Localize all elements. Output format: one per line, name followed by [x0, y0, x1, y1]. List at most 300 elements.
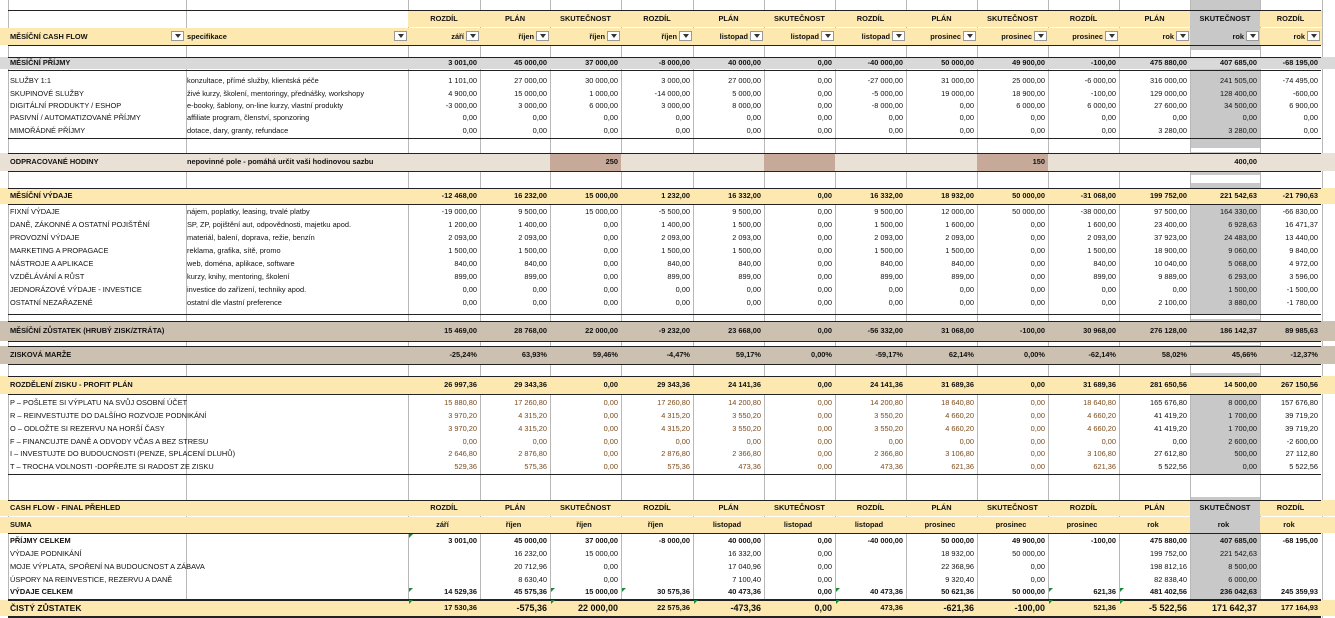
value-cell[interactable]: 6 000,00 [1016, 101, 1045, 111]
value-cell[interactable]: 475 880,00 [1150, 58, 1187, 68]
value-cell[interactable]: 0,00 [817, 233, 832, 243]
value-cell[interactable]: 165 676,80 [1150, 398, 1187, 408]
value-cell[interactable]: 22 000,00 [585, 326, 618, 336]
value-cell[interactable]: 0,00 [817, 58, 832, 68]
value-cell[interactable]: 17 530,36 [444, 603, 477, 613]
value-cell[interactable]: 1 101,00 [448, 76, 477, 86]
value-cell[interactable]: 0,00 [1242, 462, 1257, 472]
dropdown-arrow-icon[interactable] [750, 31, 763, 41]
value-cell[interactable]: 1 200,00 [448, 220, 477, 230]
value-cell[interactable]: 1 500,00 [732, 246, 761, 256]
value-cell[interactable]: 4 315,20 [518, 423, 547, 433]
value-cell[interactable]: 18 900,00 [1154, 246, 1187, 256]
value-cell[interactable]: 1 600,00 [1087, 220, 1116, 230]
value-cell[interactable]: 28 768,00 [514, 326, 547, 336]
dropdown-arrow-icon[interactable] [892, 31, 905, 41]
value-cell[interactable]: 267 150,56 [1281, 380, 1318, 390]
dropdown-arrow-icon[interactable] [963, 31, 976, 41]
value-cell[interactable]: 4 972,00 [1289, 259, 1318, 269]
value-cell[interactable]: 241 505,00 [1220, 76, 1257, 86]
value-cell[interactable]: 0,00 [817, 191, 832, 201]
value-cell[interactable]: 89 985,63 [1285, 326, 1318, 336]
value-cell[interactable]: 16 232,00 [514, 549, 547, 559]
value-cell[interactable]: 0,00 [959, 298, 974, 308]
value-cell[interactable]: 50 000,00 [941, 536, 974, 546]
value-cell[interactable]: 0,00 [959, 436, 974, 446]
value-cell[interactable]: 0,00 [817, 462, 832, 472]
value-cell[interactable]: 276 128,00 [1150, 326, 1187, 336]
value-cell[interactable]: 199 752,00 [1150, 549, 1187, 559]
value-cell[interactable]: -100,00 [1090, 88, 1116, 98]
value-cell[interactable]: 0,00 [603, 380, 618, 390]
value-cell[interactable]: 575,36 [667, 462, 690, 472]
value-cell[interactable]: 45,66% [1231, 350, 1257, 360]
header-month-filter[interactable] [835, 28, 906, 45]
value-cell[interactable]: 0,00 [1030, 285, 1045, 295]
value-cell[interactable]: 899,00 [738, 272, 761, 282]
value-cell[interactable]: 129 000,00 [1150, 88, 1187, 98]
value-cell[interactable]: 2 876,80 [518, 449, 547, 459]
value-cell[interactable]: 2 876,80 [661, 449, 690, 459]
value-cell[interactable]: 3 000,00 [518, 101, 547, 111]
value-cell[interactable]: 16 332,00 [728, 191, 761, 201]
value-cell[interactable]: 0,00 [888, 285, 903, 295]
value-cell[interactable]: -600,00 [1292, 88, 1318, 98]
value-cell[interactable]: 1 500,00 [1228, 285, 1257, 295]
value-cell[interactable]: 9 889,00 [1158, 272, 1187, 282]
value-cell[interactable]: 15 880,80 [444, 398, 477, 408]
value-cell[interactable]: 221 542,63 [1220, 191, 1257, 201]
value-cell[interactable]: 0,00 [817, 125, 832, 135]
value-cell[interactable]: 0,00 [1303, 113, 1318, 123]
value-cell[interactable]: -575,36 [516, 602, 547, 613]
value-cell[interactable]: 840,00 [1093, 259, 1116, 269]
header-month-filter[interactable] [1048, 28, 1119, 45]
value-cell[interactable]: 0,00 [746, 125, 761, 135]
value-cell[interactable]: -1 780,00 [1286, 298, 1318, 308]
value-cell[interactable]: 5 522,56 [1158, 462, 1187, 472]
value-cell[interactable]: 186 142,37 [1220, 326, 1257, 336]
value-cell[interactable]: 16 332,00 [728, 549, 761, 559]
value-cell[interactable]: 19 000,00 [941, 88, 974, 98]
value-cell[interactable]: 0,00% [811, 350, 832, 360]
value-cell[interactable]: -66 830,00 [1282, 207, 1318, 217]
value-cell[interactable]: 128 400,00 [1220, 88, 1257, 98]
header-month-filter[interactable] [764, 28, 835, 45]
value-cell[interactable]: 407 685,00 [1220, 536, 1257, 546]
value-cell[interactable]: 97 500,00 [1154, 207, 1187, 217]
value-cell[interactable]: 899,00 [524, 272, 547, 282]
value-cell[interactable]: 5 000,00 [732, 88, 761, 98]
value-cell[interactable]: 0,00 [675, 125, 690, 135]
value-cell[interactable]: 4 660,20 [1087, 423, 1116, 433]
value-cell[interactable]: 12 000,00 [941, 207, 974, 217]
value-cell[interactable]: 2 093,00 [1087, 233, 1116, 243]
value-cell[interactable]: -100,00 [1090, 58, 1116, 68]
value-cell[interactable]: 17 260,80 [657, 398, 690, 408]
value-cell[interactable]: 0,00 [817, 272, 832, 282]
value-cell[interactable]: 27 000,00 [728, 76, 761, 86]
value-cell[interactable]: 2 646,80 [448, 449, 477, 459]
value-cell[interactable]: 0,00 [1030, 462, 1045, 472]
value-cell[interactable]: 0,00 [746, 285, 761, 295]
value-cell[interactable]: 40 473,36 [728, 587, 761, 597]
value-cell[interactable]: 3 970,20 [448, 411, 477, 421]
value-cell[interactable]: 31 068,00 [941, 326, 974, 336]
value-cell[interactable]: -9 232,00 [658, 326, 690, 336]
value-cell[interactable]: 171 642,37 [1211, 602, 1257, 613]
value-cell[interactable]: 24 141,36 [728, 380, 761, 390]
value-cell[interactable]: 45 000,00 [514, 536, 547, 546]
value-cell[interactable]: -473,36 [730, 602, 761, 613]
value-cell[interactable]: 24 141,36 [870, 380, 903, 390]
value-cell[interactable]: 6 293,00 [1228, 272, 1257, 282]
value-cell[interactable]: 0,00 [888, 125, 903, 135]
value-cell[interactable]: 0,00 [1030, 449, 1045, 459]
value-cell[interactable]: 15 000,00 [514, 88, 547, 98]
value-cell[interactable]: 15 469,00 [444, 326, 477, 336]
value-cell[interactable]: 2 093,00 [732, 233, 761, 243]
value-cell[interactable]: -19 000,00 [441, 207, 477, 217]
value-cell[interactable]: 30 968,00 [1083, 326, 1116, 336]
value-cell[interactable]: 0,00 [462, 285, 477, 295]
value-cell[interactable]: 150 [1032, 157, 1045, 167]
value-cell[interactable]: -100,00 [1014, 602, 1045, 613]
value-cell[interactable]: 473,36 [880, 603, 903, 613]
value-cell[interactable]: 0,00 [1030, 423, 1045, 433]
header-month-filter[interactable] [693, 28, 764, 45]
value-cell[interactable]: 0,00 [603, 272, 618, 282]
value-cell[interactable]: 50 621,36 [941, 587, 974, 597]
value-cell[interactable]: 281 650,56 [1150, 380, 1187, 390]
column-title-filter[interactable]: MĚSÍČNÍ CASH FLOW [8, 28, 186, 45]
value-cell[interactable]: 2 093,00 [661, 233, 690, 243]
value-cell[interactable]: 0,00 [817, 76, 832, 86]
value-cell[interactable]: -25,24% [449, 350, 477, 360]
dropdown-arrow-icon[interactable] [536, 31, 549, 41]
value-cell[interactable]: 899,00 [951, 272, 974, 282]
value-cell[interactable]: -8 000,00 [658, 58, 690, 68]
input-shaded-cell[interactable] [764, 153, 835, 171]
value-cell[interactable]: 899,00 [667, 272, 690, 282]
value-cell[interactable]: -59,17% [875, 350, 903, 360]
value-cell[interactable]: 621,36 [1093, 587, 1116, 597]
value-cell[interactable]: 0,00 [817, 88, 832, 98]
value-cell[interactable]: 164 330,00 [1220, 207, 1257, 217]
value-cell[interactable]: 0,00 [603, 398, 618, 408]
value-cell[interactable]: 25 000,00 [1012, 76, 1045, 86]
value-cell[interactable]: 0,00 [462, 125, 477, 135]
value-cell[interactable]: 0,00 [603, 246, 618, 256]
value-cell[interactable]: -27 000,00 [867, 76, 903, 86]
value-cell[interactable]: 2 100,00 [1158, 298, 1187, 308]
value-cell[interactable]: 0,00 [1101, 285, 1116, 295]
value-cell[interactable]: 15 000,00 [585, 191, 618, 201]
value-cell[interactable]: 22 000,00 [577, 602, 618, 613]
value-cell[interactable]: -100,00 [1019, 326, 1045, 336]
value-cell[interactable]: 316 000,00 [1150, 76, 1187, 86]
value-cell[interactable]: 18 640,80 [941, 398, 974, 408]
value-cell[interactable]: 0,00 [746, 298, 761, 308]
value-cell[interactable]: 18 932,00 [941, 191, 974, 201]
value-cell[interactable]: -68 195,00 [1282, 58, 1318, 68]
value-cell[interactable]: 29 343,36 [657, 380, 690, 390]
value-cell[interactable]: 3 280,00 [1158, 125, 1187, 135]
value-cell[interactable]: -4,47% [666, 350, 690, 360]
value-cell[interactable]: 9 320,40 [945, 574, 974, 584]
value-cell[interactable]: 3 550,20 [732, 423, 761, 433]
value-cell[interactable]: 0,00 [1172, 113, 1187, 123]
value-cell[interactable]: 3 970,20 [448, 423, 477, 433]
value-cell[interactable]: 0,00 [1172, 285, 1187, 295]
value-cell[interactable]: 0,00 [532, 285, 547, 295]
value-cell[interactable]: -1 500,00 [1286, 285, 1318, 295]
value-cell[interactable]: 0,00 [817, 113, 832, 123]
value-cell[interactable]: 473,36 [880, 462, 903, 472]
dropdown-arrow-icon[interactable] [1034, 31, 1047, 41]
value-cell[interactable]: 14 529,36 [444, 587, 477, 597]
value-cell[interactable]: 10 040,00 [1154, 259, 1187, 269]
value-cell[interactable]: 37 000,00 [585, 58, 618, 68]
value-cell[interactable]: 39 719,20 [1285, 423, 1318, 433]
value-cell[interactable]: 9 500,00 [874, 207, 903, 217]
value-cell[interactable]: 14 200,80 [870, 398, 903, 408]
value-cell[interactable]: 59,46% [592, 350, 618, 360]
value-cell[interactable]: 7 100,40 [732, 574, 761, 584]
value-cell[interactable]: -3 000,00 [445, 101, 477, 111]
value-cell[interactable]: 30 000,00 [585, 76, 618, 86]
value-cell[interactable]: 41 419,20 [1154, 411, 1187, 421]
value-cell[interactable]: 473,36 [738, 462, 761, 472]
value-cell[interactable]: -14 000,00 [654, 88, 690, 98]
value-cell[interactable]: 0,00 [746, 436, 761, 446]
value-cell[interactable]: 0,00 [1030, 436, 1045, 446]
value-cell[interactable]: 41 419,20 [1154, 423, 1187, 433]
dropdown-arrow-icon[interactable] [821, 31, 834, 41]
value-cell[interactable]: 177 164,93 [1281, 603, 1318, 613]
value-cell[interactable]: 0,00 [817, 220, 832, 230]
value-cell[interactable]: 0,00 [817, 549, 832, 559]
value-cell[interactable]: 0,00 [1030, 272, 1045, 282]
value-cell[interactable]: 50 000,00 [1012, 191, 1045, 201]
value-cell[interactable]: 8 000,00 [732, 101, 761, 111]
value-cell[interactable]: -68 195,00 [1282, 536, 1318, 546]
value-cell[interactable]: 58,02% [1161, 350, 1187, 360]
value-cell[interactable]: 0,00 [603, 574, 618, 584]
value-cell[interactable]: 82 838,40 [1154, 574, 1187, 584]
value-cell[interactable]: 27 112,80 [1285, 449, 1318, 459]
value-cell[interactable]: 3 280,00 [1228, 125, 1257, 135]
value-cell[interactable]: 0,00 [603, 113, 618, 123]
value-cell[interactable]: 9 840,00 [1289, 246, 1318, 256]
value-cell[interactable]: 899,00 [454, 272, 477, 282]
value-cell[interactable]: 62,14% [948, 350, 974, 360]
value-cell[interactable]: 0,00 [1030, 246, 1045, 256]
value-cell[interactable]: 3 000,00 [661, 76, 690, 86]
value-cell[interactable]: 6 900,00 [1289, 101, 1318, 111]
value-cell[interactable]: 1 500,00 [732, 220, 761, 230]
value-cell[interactable]: 481 402,56 [1150, 587, 1187, 597]
value-cell[interactable]: 0,00 [1101, 125, 1116, 135]
value-cell[interactable]: 1 400,00 [518, 220, 547, 230]
value-cell[interactable]: 621,36 [951, 462, 974, 472]
value-cell[interactable]: 0,00 [1030, 113, 1045, 123]
value-cell[interactable]: 840,00 [454, 259, 477, 269]
value-cell[interactable]: 27 600,00 [1154, 101, 1187, 111]
value-cell[interactable]: 0,00 [959, 101, 974, 111]
value-cell[interactable]: 3 001,00 [448, 536, 477, 546]
value-cell[interactable]: 1 700,00 [1228, 411, 1257, 421]
value-cell[interactable]: 575,36 [524, 462, 547, 472]
value-cell[interactable]: 24 483,00 [1224, 233, 1257, 243]
value-cell[interactable]: 0,00 [1242, 113, 1257, 123]
value-cell[interactable]: -74 495,00 [1282, 76, 1318, 86]
value-cell[interactable]: 27 000,00 [514, 76, 547, 86]
value-cell[interactable]: 0,00 [817, 587, 832, 597]
value-cell[interactable]: 0,00 [1030, 411, 1045, 421]
value-cell[interactable]: -6 000,00 [1084, 76, 1116, 86]
value-cell[interactable]: 4 660,20 [1087, 411, 1116, 421]
value-cell[interactable]: 50 000,00 [1012, 549, 1045, 559]
value-cell[interactable]: 59,17% [735, 350, 761, 360]
value-cell[interactable]: 400,00 [1234, 157, 1257, 167]
value-cell[interactable]: 0,00 [817, 411, 832, 421]
value-cell[interactable]: 23 400,00 [1154, 220, 1187, 230]
value-cell[interactable]: 0,00 [462, 298, 477, 308]
value-cell[interactable]: 899,00 [880, 272, 903, 282]
value-cell[interactable]: -8 000,00 [658, 536, 690, 546]
value-cell[interactable]: 1 500,00 [661, 246, 690, 256]
value-cell[interactable]: 22 575,36 [657, 603, 690, 613]
value-cell[interactable]: 4 900,00 [448, 88, 477, 98]
value-cell[interactable]: 899,00 [1093, 272, 1116, 282]
value-cell[interactable]: 4 660,20 [945, 411, 974, 421]
header-month-filter[interactable] [621, 28, 693, 45]
value-cell[interactable]: 0,00 [1030, 574, 1045, 584]
value-cell[interactable]: 0,00 [817, 298, 832, 308]
value-cell[interactable]: 1 600,00 [945, 220, 974, 230]
value-cell[interactable]: 49 900,00 [1012, 536, 1045, 546]
value-cell[interactable]: -5 000,00 [871, 88, 903, 98]
value-cell[interactable]: -21 790,63 [1282, 191, 1318, 201]
value-cell[interactable]: -40 000,00 [867, 536, 903, 546]
value-cell[interactable]: -12 468,00 [441, 191, 477, 201]
value-cell[interactable]: 22 368,96 [941, 561, 974, 571]
value-cell[interactable]: 0,00 [817, 561, 832, 571]
dropdown-arrow-icon[interactable] [679, 31, 692, 41]
value-cell[interactable]: 18 932,00 [941, 549, 974, 559]
header-month-filter[interactable] [408, 28, 480, 45]
value-cell[interactable]: 0,00 [1030, 125, 1045, 135]
value-cell[interactable]: 50 000,00 [1012, 587, 1045, 597]
value-cell[interactable]: -5 522,56 [1148, 602, 1187, 613]
value-cell[interactable]: 16 232,00 [514, 191, 547, 201]
value-cell[interactable]: 17 260,80 [514, 398, 547, 408]
value-cell[interactable]: 2 366,80 [732, 449, 761, 459]
value-cell[interactable]: 529,36 [454, 462, 477, 472]
value-cell[interactable]: 0,00 [959, 125, 974, 135]
value-cell[interactable]: 0,00 [603, 449, 618, 459]
value-cell[interactable]: -56 332,00 [867, 326, 903, 336]
value-cell[interactable]: 0,00 [603, 220, 618, 230]
value-cell[interactable]: 16 471,37 [1285, 220, 1318, 230]
header-month-filter[interactable] [977, 28, 1048, 45]
value-cell[interactable]: 198 812,16 [1150, 561, 1187, 571]
value-cell[interactable]: 0,00 [1030, 380, 1045, 390]
value-cell[interactable]: 3 596,00 [1289, 272, 1318, 282]
value-cell[interactable]: -100,00 [1090, 536, 1116, 546]
value-cell[interactable]: 6 000,00 [589, 101, 618, 111]
value-cell[interactable]: 1 500,00 [518, 246, 547, 256]
value-cell[interactable]: 0,00 [888, 436, 903, 446]
value-cell[interactable]: 9 500,00 [732, 207, 761, 217]
value-cell[interactable]: 18 640,80 [1083, 398, 1116, 408]
value-cell[interactable]: 0,00 [1172, 436, 1187, 446]
value-cell[interactable]: 37 923,00 [1154, 233, 1187, 243]
value-cell[interactable]: 1 500,00 [874, 220, 903, 230]
value-cell[interactable]: 157 676,80 [1281, 398, 1318, 408]
header-month-filter[interactable] [906, 28, 977, 45]
value-cell[interactable]: 15 000,00 [585, 587, 618, 597]
value-cell[interactable]: 0,00 [532, 298, 547, 308]
value-cell[interactable]: 34 500,00 [1224, 101, 1257, 111]
value-cell[interactable]: 0,00 [817, 259, 832, 269]
value-cell[interactable]: 26 997,36 [444, 380, 477, 390]
value-cell[interactable]: 0,00 [462, 436, 477, 446]
value-cell[interactable]: 27 612,80 [1154, 449, 1187, 459]
value-cell[interactable]: 0,00 [675, 298, 690, 308]
value-cell[interactable]: 840,00 [524, 259, 547, 269]
value-cell[interactable]: 3 550,20 [732, 411, 761, 421]
value-cell[interactable]: 0,00 [532, 436, 547, 446]
value-cell[interactable]: 0,00 [817, 574, 832, 584]
value-cell[interactable]: 3 550,20 [874, 423, 903, 433]
value-cell[interactable]: 6 000,00 [1087, 101, 1116, 111]
value-cell[interactable]: 0,00 [675, 436, 690, 446]
dropdown-arrow-icon[interactable] [466, 31, 479, 41]
value-cell[interactable]: 2 093,00 [448, 233, 477, 243]
value-cell[interactable]: 840,00 [738, 259, 761, 269]
value-cell[interactable]: 3 106,80 [1087, 449, 1116, 459]
value-cell[interactable]: 0,00 [959, 113, 974, 123]
value-cell[interactable]: 3 550,20 [874, 411, 903, 421]
value-cell[interactable]: 8 630,40 [518, 574, 547, 584]
value-cell[interactable]: 14 200,80 [728, 398, 761, 408]
value-cell[interactable]: 0,00 [603, 298, 618, 308]
value-cell[interactable]: 1 232,00 [661, 191, 690, 201]
value-cell[interactable]: 0,00 [603, 259, 618, 269]
value-cell[interactable]: 6 928,63 [1228, 220, 1257, 230]
value-cell[interactable]: 0,00 [1030, 298, 1045, 308]
value-cell[interactable]: 245 359,93 [1281, 587, 1318, 597]
value-cell[interactable]: 16 332,00 [870, 191, 903, 201]
value-cell[interactable]: 0,00 [1303, 125, 1318, 135]
value-cell[interactable]: 1 500,00 [874, 246, 903, 256]
value-cell[interactable]: 20 712,96 [514, 561, 547, 571]
value-cell[interactable]: 0,00 [817, 536, 832, 546]
value-cell[interactable]: 500,00 [1234, 449, 1257, 459]
value-cell[interactable]: -62,14% [1088, 350, 1116, 360]
value-cell[interactable]: 40 000,00 [728, 536, 761, 546]
value-cell[interactable]: -5 500,00 [658, 207, 690, 217]
value-cell[interactable]: 0,00 [817, 207, 832, 217]
value-cell[interactable]: 45 000,00 [514, 58, 547, 68]
value-cell[interactable]: 2 093,00 [518, 233, 547, 243]
value-cell[interactable]: 8 500,00 [1228, 561, 1257, 571]
value-cell[interactable]: 3 106,80 [945, 449, 974, 459]
value-cell[interactable]: 0,00 [532, 113, 547, 123]
value-cell[interactable]: -2 600,00 [1286, 436, 1318, 446]
